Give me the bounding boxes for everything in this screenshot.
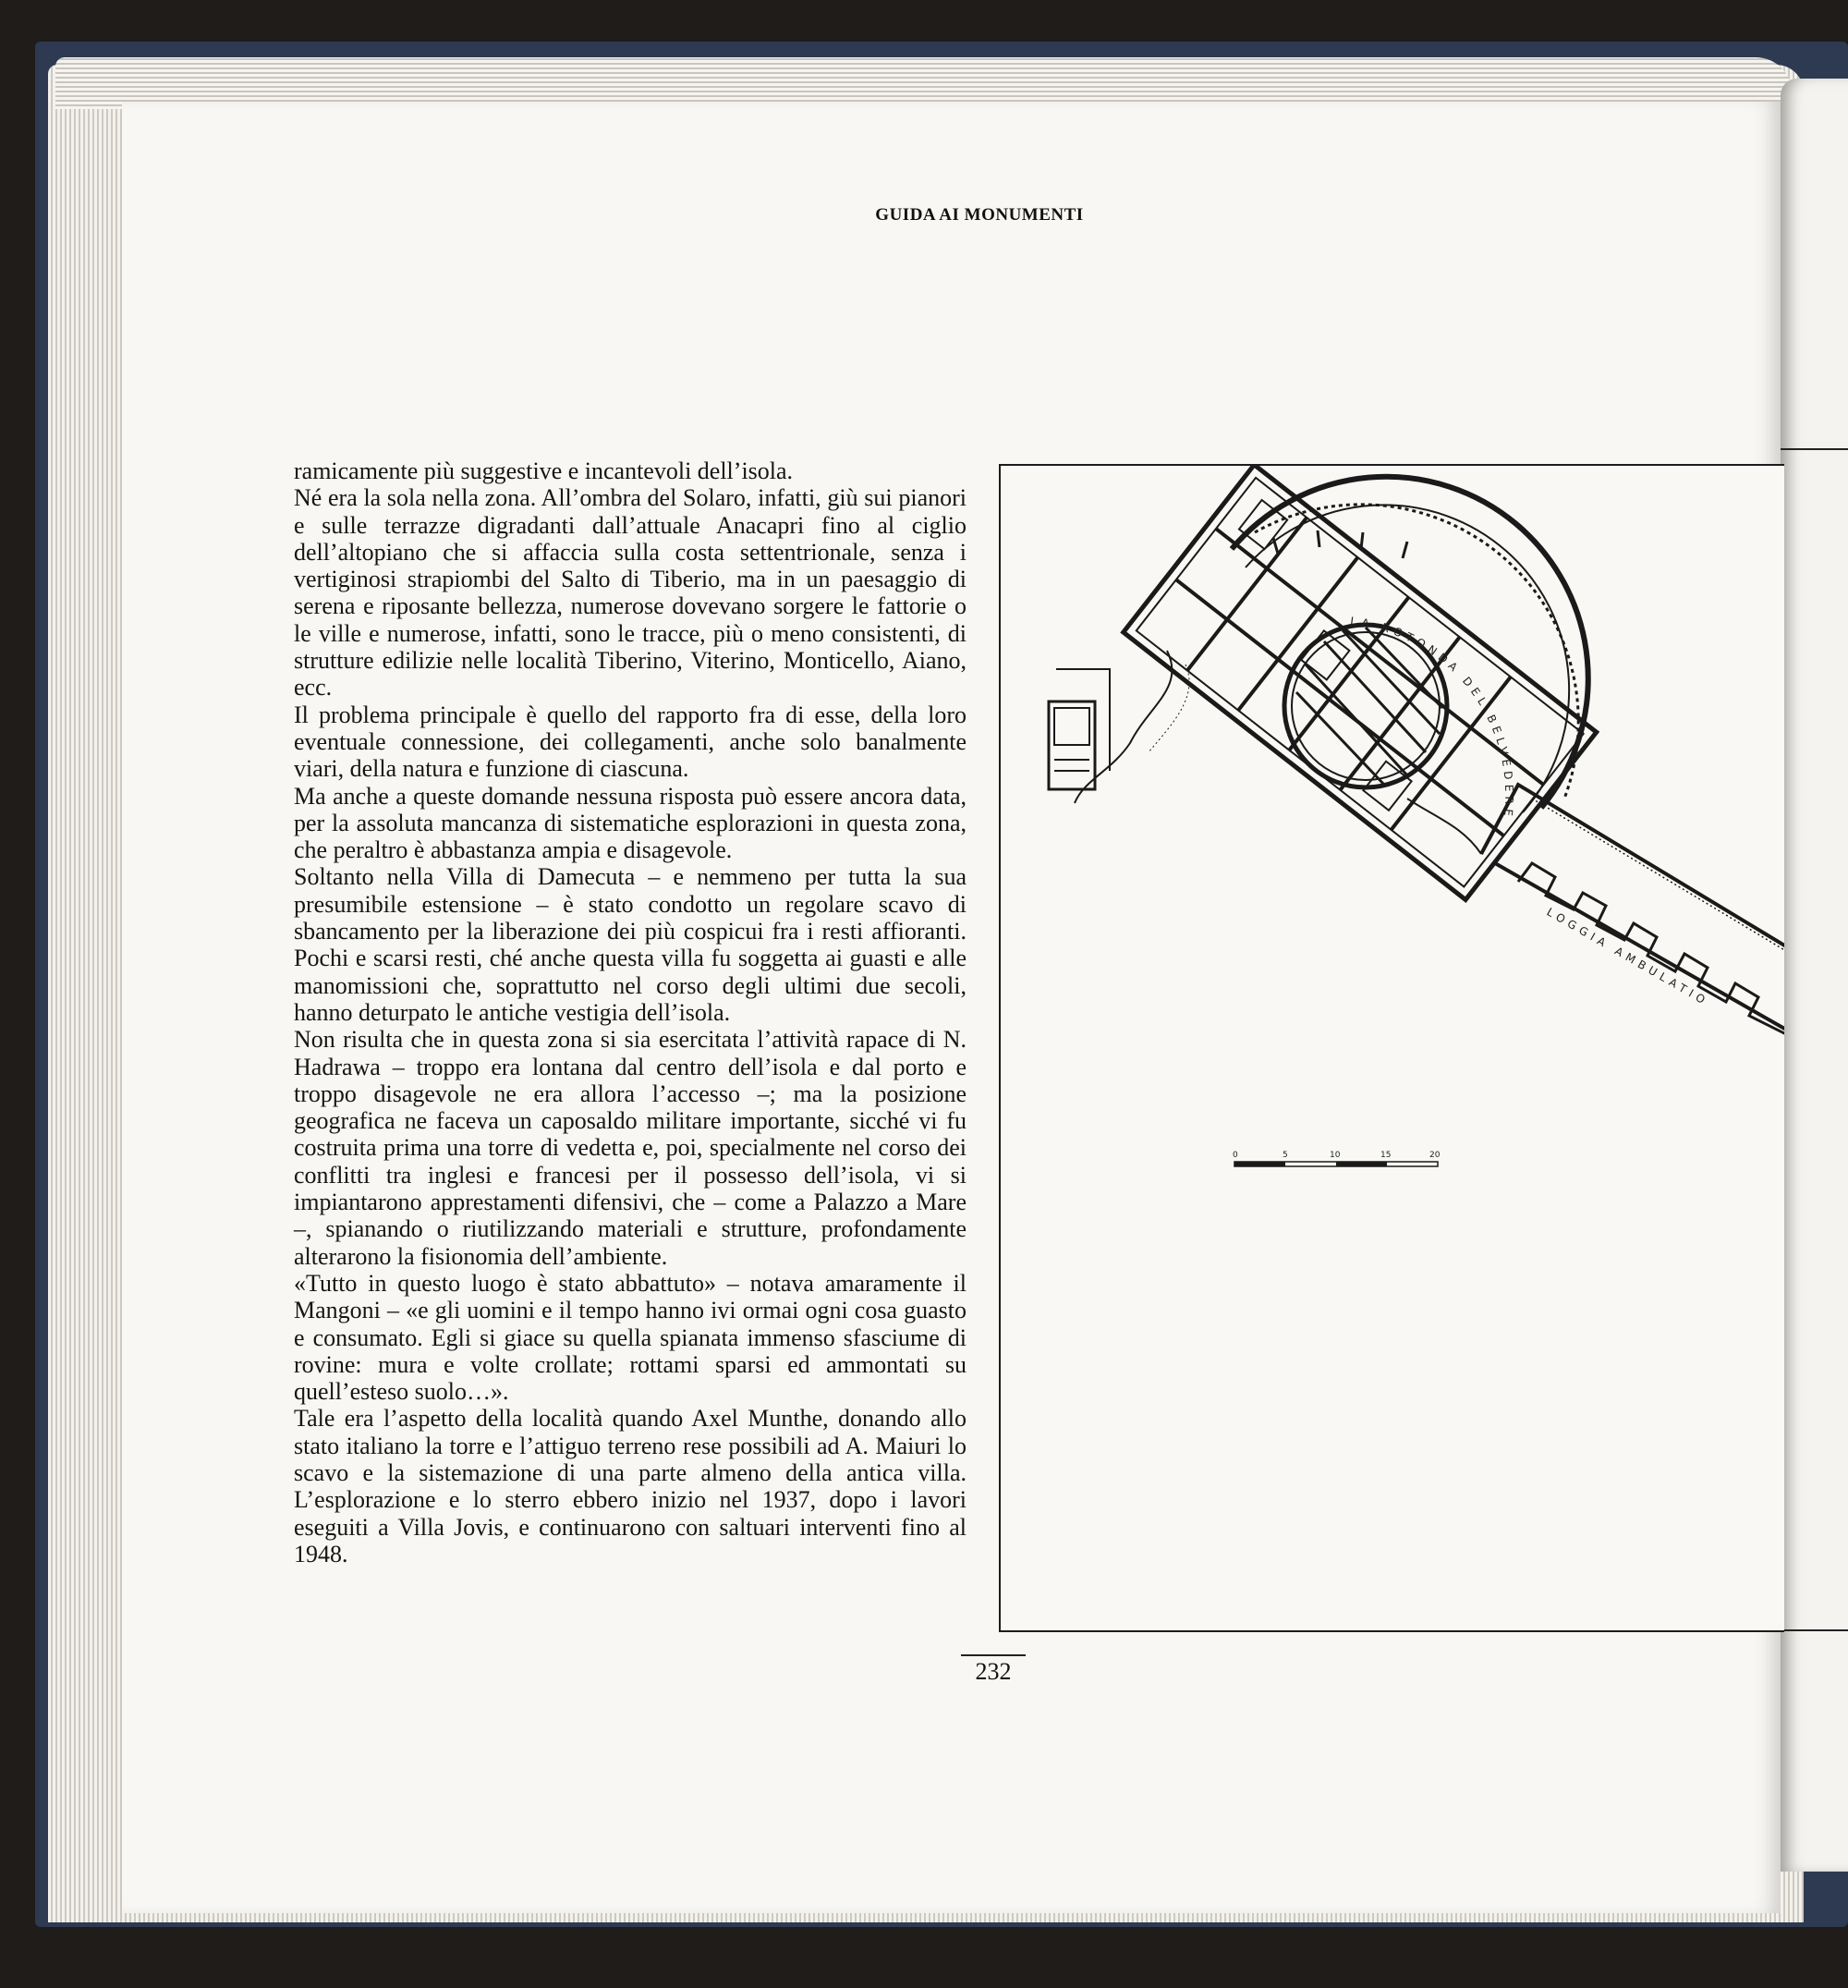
body-text <box>294 457 967 1567</box>
scale-tick-label: 15 <box>1380 1151 1392 1160</box>
facing-page-rule-bottom <box>1781 1629 1848 1631</box>
villa-plan-walls <box>1049 466 1784 1034</box>
rotonda-label: LA ROTONDA DEL BELVEDERE <box>1349 614 1516 822</box>
paragraph: «Tutto in questo luogo è stato abbattuto» – notava amaramente il Mangoni – «e gli uomini e il tempo hanno ivi ormai ogni cosa guasto e consumato. Egli si giace su quella spianata immenso sfasciume di rovine: mura e volte crollate; rottami sparsi ed ammontati su quell’esteso suolo…». <box>294 1269 967 1406</box>
paragraph: Né era la sola nella zona. All’ombra del Solaro, infatti, giù sui pianori e sulle terrazze digradanti dall’attuale Anacapri fino al ciglio dell’altopiano che si affaccia sulla costa settentrionale, senza i vertiginosi strapiombi del Salto di Tiberio, ma in un paesaggio di serena e riposante bellezza, numerose dovevano sorgere le fattorie o le ville e numerose, infatti, sono le tracce, più o meno consistenti, di strutture edilizie nelle località Tiberino, Viterino, Monticello, Aiano, ecc. <box>294 484 967 701</box>
scale-tick-label: 5 <box>1283 1151 1288 1160</box>
facing-page-edge <box>1781 79 1848 1872</box>
paragraph: Non risulta che in questa zona si sia esercitata l’attività rapace di N. Hadrawa – troppo era lontana dal centro dell’isola e dal porto e troppo disagevole ne era allora l’accesso –; ma la posizione geografica ne faceva un caposaldo militare importante, sicché vi fu costruita prima una torre di vedetta e, poi, specialmente nel corso dei conflitti tra inglesi e francesi per il possesso dell’isola, vi si impiantarono apprestamenti difensivi, che – come a Palazzo a Mare –, spianando o riutilizzando materiali e strutture, profondamente alterarono la fisionomia dell’ambiente. <box>294 1026 967 1270</box>
facing-page-rule-top <box>1781 448 1848 450</box>
paragraph: ramicamente più suggestive e incantevoli dell’isola. <box>294 457 794 484</box>
loggia-label: LOGGIA AMBULATIO <box>1544 905 1711 1009</box>
scale-tick-label: 0 <box>1233 1151 1238 1160</box>
villa-plan-drawing <box>1001 466 1784 1632</box>
scale-tick-label: 20 <box>1429 1151 1441 1160</box>
running-head: GUIDA AI MONUMENTI <box>875 205 1084 225</box>
scale-bar <box>1233 1151 1441 1166</box>
scale-tick-label: 10 <box>1330 1151 1341 1160</box>
page-number: 232 <box>961 1654 1026 1686</box>
paragraph: Il problema principale è quello del rapporto fra di esse, della loro eventuale connessione, dei collegamenti, anche solo banalmente viari, della natura e funzione di ciascuna. <box>294 701 967 783</box>
paragraph: Ma anche a queste domande nessuna risposta può essere ancora data, per la assoluta mancanza di sistematiche esplorazioni in questa zona, che peraltro è abbastanza ampia e disagevole. <box>294 782 967 864</box>
paragraph: Tale era l’aspetto della località quando Axel Munthe, donando allo stato italiano la torre e l’attiguo terreno rese possibili ad A. Maiuri lo scavo e la sistemazione di una parte almeno della antica villa. L’esplorazione e lo sterro ebbero inizio nel 1937, dopo i lavori eseguiti a Villa Jovis, e continuarono con saltuari interventi fino al 1948. <box>294 1405 967 1567</box>
paragraph: Soltanto nella Villa di Damecuta – e nemmeno per tutta la sua presumibile estensione – è stato condotto un regolare scavo di sbancamento per la liberazione dei più cospicui fra i resti affioranti. Pochi e scarsi resti, ché anche questa villa fu soggetta ai guasti e alle manomissioni che, soprattutto nel corso degli ultimi due secoli, hanno deturpato le antiche vestigia dell’isola. <box>294 863 967 1026</box>
villa-plan-figure <box>999 464 1784 1632</box>
